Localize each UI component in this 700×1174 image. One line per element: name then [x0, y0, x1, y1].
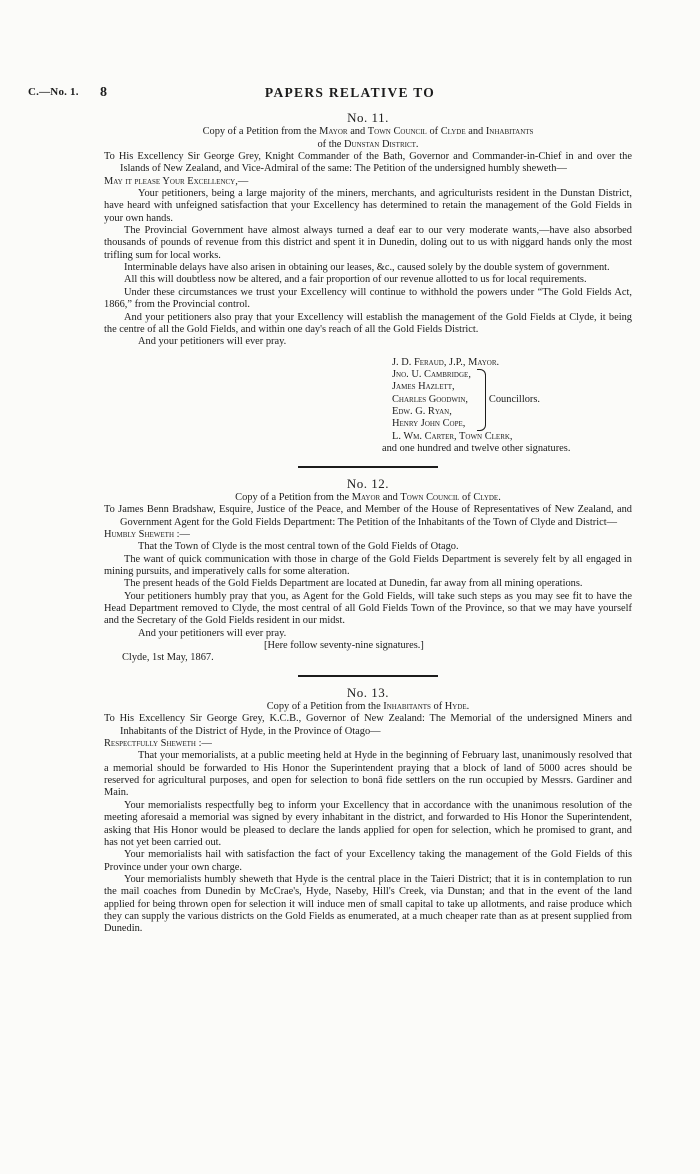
paragraph: Your petitioners humbly pray that you, as Agent for the Gold Fields, will take such steps as you may see fit to have the Head Department removed to Clyde, the most central of all Gold Fields Town of the Province, so that we may have yourself and the Secretary of the Gold Fields resident in our midst.: [104, 590, 632, 627]
paragraph: Your memorialists respectfully beg to inform your Excellency that in accordance with the unanimous resolution of the meeting aforesaid a memorial was signed by every inhabitant in the district, and forwarded to His Honor the Superintendent, asking that His Honor would be pleased to declare the lands applied for open for selection, which he promised to grant, and has not yet been carried out.: [104, 799, 632, 848]
section-number: No. 12.: [346, 475, 390, 491]
petition-address: To James Benn Bradshaw, Esquire, Justice of the Peace, and Member of the House of Representatives of New Zealand, and Government Agent for the Gold Fields Department: The Petition of the Inhabitants of the Town of Clyde and District—: [104, 504, 632, 528]
signature-mayor: J. D. Feraud, J.P., Mayor.: [392, 356, 500, 368]
petition-date: Clyde, 1st May, 1867.: [122, 652, 214, 664]
paragraph: That the Town of Clyde is the most central town of the Gold Fields of Otago.: [138, 541, 459, 553]
paragraph: Under these circumstances we trust your Excellency will continue to withhold the powers under “The Gold Fields Act, 1866,” from the Provincial control.: [104, 286, 632, 311]
petition-address: To His Excellency Sir George Grey, Knight Commander of the Bath, Governor and Commander-in-Chief in and over the Islands of New Zealand, and Vice-Admiral of the same: The Petition of the undersigned humbly sheweth—: [104, 151, 632, 175]
section-heading: Copy of a Petition from the Inhabitants of Hyde.: [266, 701, 470, 713]
paragraph: The want of quick communication with those in charge of the Gold Fields Department is severely felt by all engaged in mining pursuits, and imperatively calls for some alteration.: [104, 553, 632, 577]
signatures-note: [Here follow seventy-nine signatures.]: [264, 640, 424, 652]
section-heading: Copy of a Petition from the Mayor and Town Council of Clyde and Inhabitants of the Dunstan District.: [202, 126, 534, 150]
section-number: No. 13.: [346, 684, 390, 700]
paragraph: That your memorialists, at a public meeting held at Hyde in the beginning of February last, unanimously resolved that a memorial should be forwarded to His Honor the Superintendent praying that a block of land of 5000 acres should be reserved for agricultural purposes, and open for selection to bonâ fide settlers on the run occupied by Messrs. Gardiner and Main.: [104, 750, 632, 799]
paragraph: And your petitioners also pray that your Excellency will establish the management of the Gold Fields at Clyde, it being the centre of all the Gold Fields, and within one day's reach of all the Gold Fields District.: [104, 311, 632, 335]
salutation: Humbly Sheweth :—: [104, 528, 190, 540]
paragraph: And your petitioners will ever pray.: [138, 336, 287, 348]
running-title: PAPERS RELATIVE TO: [264, 85, 436, 100]
signature-councillor: James Hazlett,: [392, 381, 455, 393]
memorial-address: To His Excellency Sir George Grey, K.C.B., Governor of New Zealand: The Memorial of the undersigned Miners and Inhabitants of the District of Hyde, in the Province of Otago—: [104, 713, 632, 737]
section-no-13: [104, 684, 632, 936]
section-divider: [298, 466, 438, 468]
paragraph: Interminable delays have also arisen in obtaining our leases, &c., caused solely by the double system of government.: [124, 262, 610, 274]
section-heading: Copy of a Petition from the Mayor and Town Council of Clyde.: [235, 491, 501, 503]
other-signatures: and one hundred and twelve other signatures.: [382, 443, 571, 455]
section-number: No. 11.: [347, 110, 389, 125]
running-head: [0, 86, 700, 104]
section-no-12: [104, 475, 632, 665]
paragraph: The present heads of the Gold Fields Department are located at Dunedin, far away from all mining operations.: [124, 578, 583, 590]
paragraph: Your petitioners, being a large majority of the miners, merchants, and agriculturists resident in the Dunstan District, have heard with unfeigned satisfaction that your Excellency has determined to retain the management of the Gold Fields in your own hands.: [104, 188, 632, 224]
councillors-label: Councillors.: [488, 393, 541, 405]
salutation: Respectfully Sheweth :—: [104, 738, 212, 750]
paragraph: Your memorialists humbly sheweth that Hyde is the central place in the Taieri District; that it is in contemplation to run the mail coaches from Dunedin by McCrae's, Hyde, Naseby, Hill's Creek, via Dunstan; and that in the event of the land applied for being thrown open for selection it will induce men of small capital to take up allotments, and raise produce which they can supply the various districts on the Gold Fields as enumerated, at a much cheaper rate than as at present supplied from Dunedin.: [104, 873, 632, 935]
paragraph: The Provincial Government have almost always turned a deaf ear to our very moderate wants,—have also absorbed thousands of pounds of revenue from this district and spent it in Dunedin, doling out to us with niggard hands only the most trifling sum for local works.: [104, 225, 632, 261]
page-number: 8: [100, 85, 107, 100]
signature-councillor: Charles Goodwin,: [392, 393, 469, 405]
signature-councillor: Jno. U. Cambridge,: [392, 369, 471, 381]
document-reference: C.—No. 1.: [28, 86, 79, 98]
councillors-block: [392, 369, 632, 431]
signature-councillor: Henry John Cope,: [392, 418, 466, 430]
section-no-11: [104, 112, 632, 456]
signature-town-clerk: L. Wm. Carter, Town Clerk,: [392, 430, 513, 442]
salutation: May it please Your Excellency,—: [104, 175, 249, 187]
document-body: [104, 112, 632, 936]
brace-symbol: [477, 369, 486, 431]
paragraph: Your memorialists hail with satisfaction the fact of your Excellency taking the management of the Gold Fields of this Province under your own charge.: [104, 849, 632, 873]
paragraph: All this will doubtless now be altered, and a fair proportion of our revenue allotted to us for local requirements.: [124, 274, 587, 286]
section-divider: [298, 675, 438, 677]
signature-councillor: Edw. G. Ryan,: [392, 406, 452, 418]
paragraph: And your petitioners will ever pray.: [138, 627, 287, 639]
